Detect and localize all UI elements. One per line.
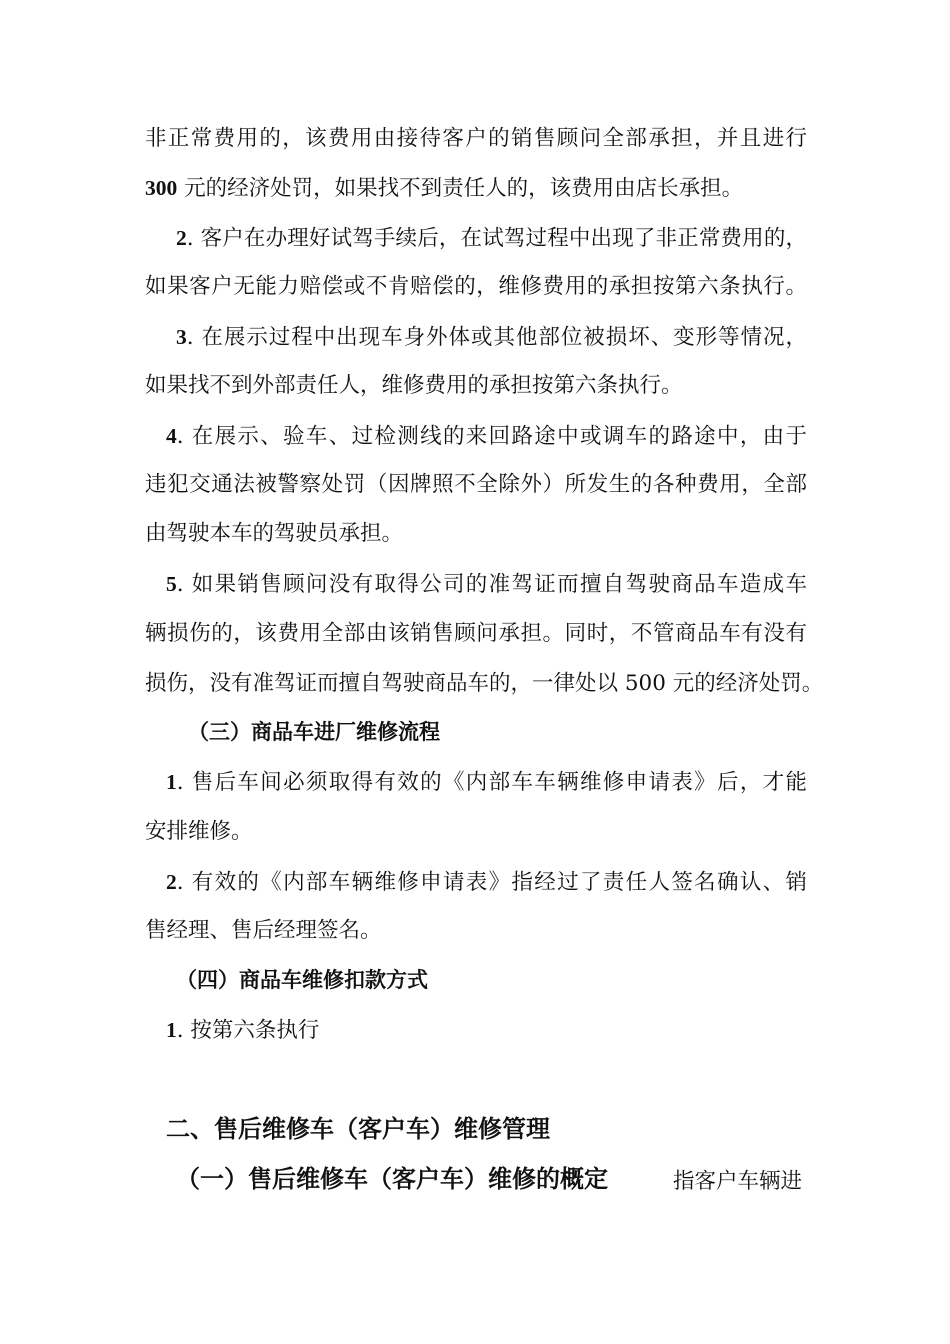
item-number: 1 — [166, 770, 177, 794]
text-line: . 有效的《内部车辆维修申请表》指经过了责任人签名确认、销 — [176, 870, 807, 895]
section-heading-3: （三）商品车进厂维修流程 — [188, 720, 440, 744]
paragraph-line — [145, 916, 807, 946]
text-line: 元的经济处罚，如果找不到责任人的，该费用由店长承担。 — [184, 176, 744, 201]
item-number: 2 — [166, 870, 177, 894]
paragraph-line — [145, 173, 807, 204]
paragraph-line — [145, 619, 807, 649]
section3-item-2 — [166, 867, 807, 898]
text-line: 违犯交通法被警察处罚（因牌照不全除外）所发生的各种费用，全部 — [145, 472, 807, 497]
text-line: . 客户在办理好试驾手续后，在试驾过程中出现了非正常费用的， — [186, 226, 807, 251]
list-item-2 — [176, 223, 807, 254]
paragraph-line — [145, 272, 807, 302]
paragraph-line — [145, 124, 807, 154]
section3-item-1 — [166, 767, 807, 798]
text-line: . 在展示、验车、过检测线的来回路途中或调车的路途中，由于 — [176, 424, 807, 449]
item-number: 5 — [166, 572, 177, 596]
text-line: 非正常费用的，该费用由接待客户的销售顾问全部承担，并且进行 — [145, 126, 807, 151]
text-line: 售经理、售后经理签名。 — [145, 918, 382, 943]
text-line: 损伤，没有准驾证而擅自驾驶商品车的，一律处以 500 元的经济处罚。 — [145, 671, 824, 696]
paragraph-line — [145, 669, 824, 699]
item-number: 2 — [176, 226, 187, 250]
paragraph-line — [145, 817, 807, 847]
text-line: . 在展示过程中出现车身外体或其他部位被损坏、变形等情况， — [186, 325, 807, 350]
item-number: 3 — [176, 325, 187, 349]
paragraph-line — [145, 470, 807, 500]
chapter-heading-2: 二、售后维修车（客户车）维修管理 — [166, 1115, 550, 1143]
text-line: . 如果销售顾问没有取得公司的准驾证而擅自驾驶商品车造成车 — [176, 572, 807, 597]
text-line: 如果客户无能力赔偿或不肯赔偿的，维修费用的承担按第六条执行。 — [145, 274, 807, 299]
list-item-5 — [166, 569, 807, 600]
text-line: 辆损伤的，该费用全部由该销售顾问承担。同时，不管商品车有没有 — [145, 621, 807, 646]
text-line: 由驾驶本车的驾驶员承担。 — [145, 521, 404, 546]
list-item-4 — [166, 421, 807, 452]
text-line: 如果找不到外部责任人，维修费用的承担按第六条执行。 — [145, 373, 683, 398]
text-line: 安排维修。 — [145, 819, 253, 844]
subsection-heading-2-1: （一）售后维修车（客户车）维修的概定 — [176, 1165, 608, 1193]
list-item-3 — [176, 322, 807, 353]
item-number: 1 — [166, 1018, 177, 1042]
text-line: . 售后车间必须取得有效的《内部车车辆维修申请表》后，才能 — [176, 770, 807, 795]
amount-number: 300 — [145, 176, 178, 200]
item-number: 4 — [166, 424, 177, 448]
section4-item-1 — [166, 1015, 807, 1046]
section-heading-4: （四）商品车维修扣款方式 — [176, 968, 428, 992]
paragraph-line — [145, 371, 807, 401]
text-line: . 按第六条执行 — [176, 1018, 320, 1043]
subsection-trailing-text: 指客户车辆进 — [673, 1169, 803, 1194]
paragraph-line — [145, 519, 807, 549]
